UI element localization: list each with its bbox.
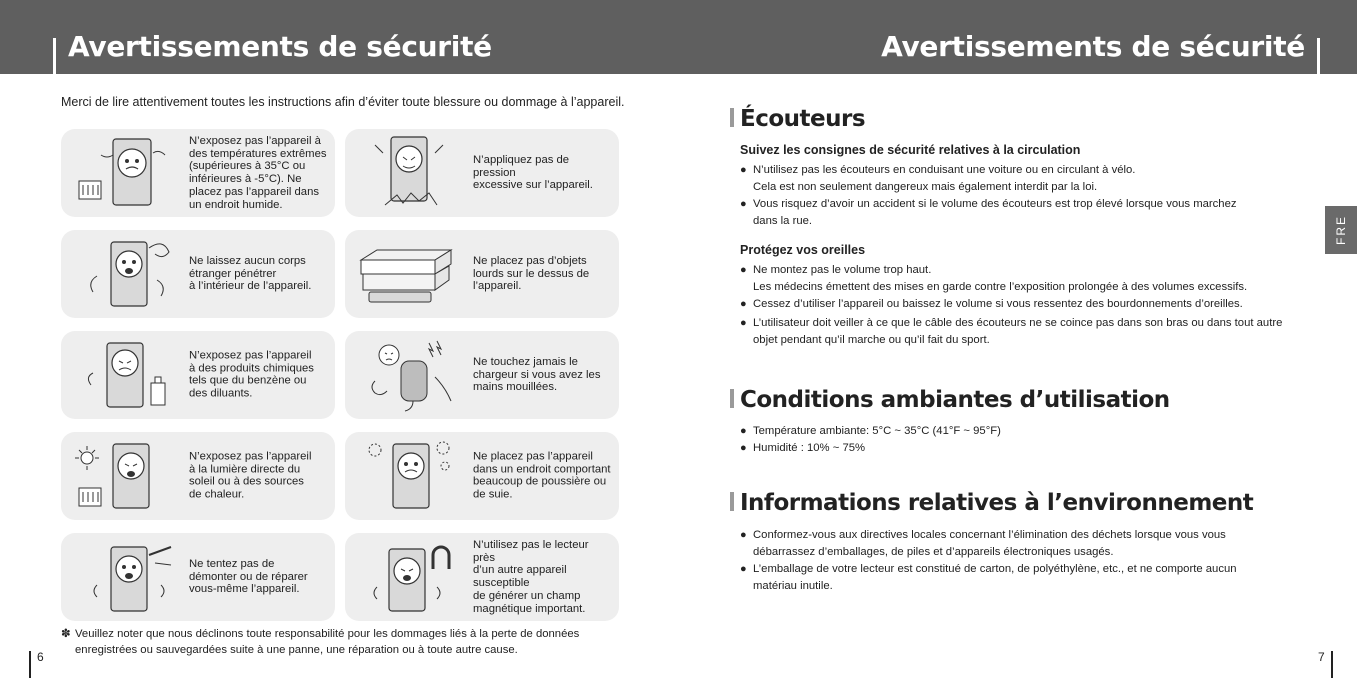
section-title-text: Écouteurs <box>740 106 866 132</box>
card-text: Ne placez pas l’appareil dans un endroit comportant beaucoup de poussière ou de suie. <box>473 450 611 501</box>
note-text: Veuillez noter que nous déclinons toute responsabilité pour les dommages liés à la perte de données enregistrées ou sauvegardées suite à une panne, une réparation ou à toute autre cause. <box>75 628 580 656</box>
heavy-objects-illustration <box>355 236 461 312</box>
player-pressure-illustration <box>355 135 461 211</box>
header-right-bar <box>1317 38 1320 74</box>
right-page-title: Avertissements de sécurité <box>881 30 1305 63</box>
card-text: Ne laissez aucun corps étranger pénétrer à l’intérieur de l’appareil. <box>189 254 312 293</box>
player-heat-illustration <box>71 135 177 211</box>
player-chemicals-illustration <box>71 337 177 413</box>
liability-note <box>61 627 621 658</box>
language-tab <box>1325 206 1357 254</box>
subheading-protect-ears: Protégez vos oreilles <box>740 243 866 257</box>
title-bar <box>730 389 734 408</box>
note-symbol: ✽ <box>61 628 71 640</box>
bullet-item <box>740 296 1300 313</box>
card-text: N’utilisez pas le lecteur près d’un autre appareil susceptible de générer un champ magnétique important. <box>473 538 589 615</box>
card-text: N’exposez pas l’appareil à des produits chimiques tels que du benzène ou des diluants. <box>189 349 314 400</box>
warning-card-sunlight <box>61 432 335 520</box>
card-text: Ne touchez jamais le chargeur si vous avez les mains mouillées. <box>473 355 601 394</box>
bullet-text: Conformez-vous aux directives locales concernant l’élimination des déchets lorsque vous vous débarrassez d’emballages, de piles et d’appareils électroniques usagés. <box>753 529 1226 558</box>
warning-card-wet-hands <box>345 331 619 419</box>
page-header <box>0 0 1357 74</box>
card-text: N’exposez pas l’appareil à des températures extrêmes (supérieures à 35°C ou inférieures à -5°C). Ne placez pas l’appareil dans un endroit humide. <box>189 134 327 211</box>
page-number-right: 7 <box>1318 650 1325 664</box>
warning-card-foreign-objects <box>61 230 335 318</box>
bullet-item <box>740 423 1300 440</box>
card-text: N’exposez pas l’appareil à la lumière directe du soleil ou à des sources de chaleur. <box>189 450 312 501</box>
language-tab-label: FRE <box>1334 215 1348 245</box>
section-title-text: Conditions ambiantes d’utilisation <box>740 387 1170 413</box>
section-title-text: Informations relatives à l’environnement <box>740 490 1254 516</box>
header-left-bar <box>53 38 56 74</box>
bullet-item <box>740 315 1300 349</box>
left-page-bar <box>29 651 31 678</box>
player-dust-illustration <box>355 438 461 514</box>
warning-card-chemicals <box>61 331 335 419</box>
bullet-item <box>740 262 1300 296</box>
bullet-text: Vous risquez d’avoir un accident si le volume des écouteurs est trop élevé lorsque vous marchez dans la rue. <box>753 198 1237 227</box>
section-title-earphones <box>730 106 865 132</box>
charger-wet-hands-illustration <box>355 337 461 413</box>
left-page-title: Avertissements de sécurité <box>68 30 492 63</box>
player-sunlight-illustration <box>71 438 177 514</box>
bullet-item <box>740 162 1300 196</box>
bullet-dot: ● <box>740 425 747 437</box>
bullet-dot: ● <box>740 198 747 210</box>
warning-card-temperature <box>61 129 335 217</box>
player-magnet-illustration <box>355 539 461 615</box>
bullet-dot: ● <box>740 164 747 176</box>
intro-text: Merci de lire attentivement toutes les instructions afin d’éviter toute blessure ou dommage à l’appareil. <box>61 95 625 109</box>
bullet-text: L’utilisateur doit veiller à ce que le câble des écouteurs ne se coince pas dans son bras ou dans tout autre objet pendant qu’il marche ou qu’il fait du sport. <box>753 317 1283 346</box>
card-text: N’appliquez pas de pression excessive sur l’appareil. <box>473 153 593 192</box>
section-title-conditions <box>730 387 1170 413</box>
page-number-left: 6 <box>37 650 44 664</box>
subheading-traffic: Suivez les consignes de sécurité relatives à la circulation <box>740 143 1081 157</box>
title-bar <box>730 492 734 511</box>
bullet-text: Température ambiante: 5°C ~ 35°C (41°F ~ 95°F) <box>753 425 1001 437</box>
warning-card-heavy-objects <box>345 230 619 318</box>
card-text: Ne placez pas d’objets lourds sur le dessus de l’appareil. <box>473 254 590 293</box>
warning-card-magnetic <box>345 533 619 621</box>
player-disassembly-illustration <box>71 539 177 615</box>
bullet-item <box>740 440 1300 457</box>
title-bar <box>730 108 734 127</box>
bullet-text: Cessez d’utiliser l’appareil ou baissez le volume si vous ressentez des bourdonnements d’oreilles. <box>753 298 1243 310</box>
bullet-dot: ● <box>740 264 747 276</box>
player-foreign-object-illustration <box>71 236 177 312</box>
bullet-item <box>740 196 1300 230</box>
bullet-dot: ● <box>740 317 747 329</box>
bullet-dot: ● <box>740 298 747 310</box>
bullet-item <box>740 561 1300 595</box>
bullet-text: Humidité : 10% ~ 75% <box>753 442 866 454</box>
bullet-dot: ● <box>740 442 747 454</box>
card-text: Ne tentez pas de démonter ou de réparer vous-même l’appareil. <box>189 557 308 596</box>
bullet-item <box>740 527 1300 561</box>
bullet-text: Ne montez pas le volume trop haut. Les médecins émettent des mises en garde contre l’exposition prolongée à des volumes excessifs. <box>753 264 1248 293</box>
right-page-bar <box>1331 651 1333 678</box>
section-title-environment <box>730 490 1253 516</box>
bullet-text: N’utilisez pas les écouteurs en conduisant une voiture ou en circulant à vélo. Cela est non seulement dangereux mais également interdit par la loi. <box>753 164 1136 193</box>
warning-card-disassembly <box>61 533 335 621</box>
warning-card-dust <box>345 432 619 520</box>
bullet-text: L’emballage de votre lecteur est constitué de carton, de polyéthylène, etc., et ne comporte aucun matériau inutile. <box>753 563 1237 592</box>
bullet-dot: ● <box>740 529 747 541</box>
bullet-dot: ● <box>740 563 747 575</box>
warning-card-pressure <box>345 129 619 217</box>
